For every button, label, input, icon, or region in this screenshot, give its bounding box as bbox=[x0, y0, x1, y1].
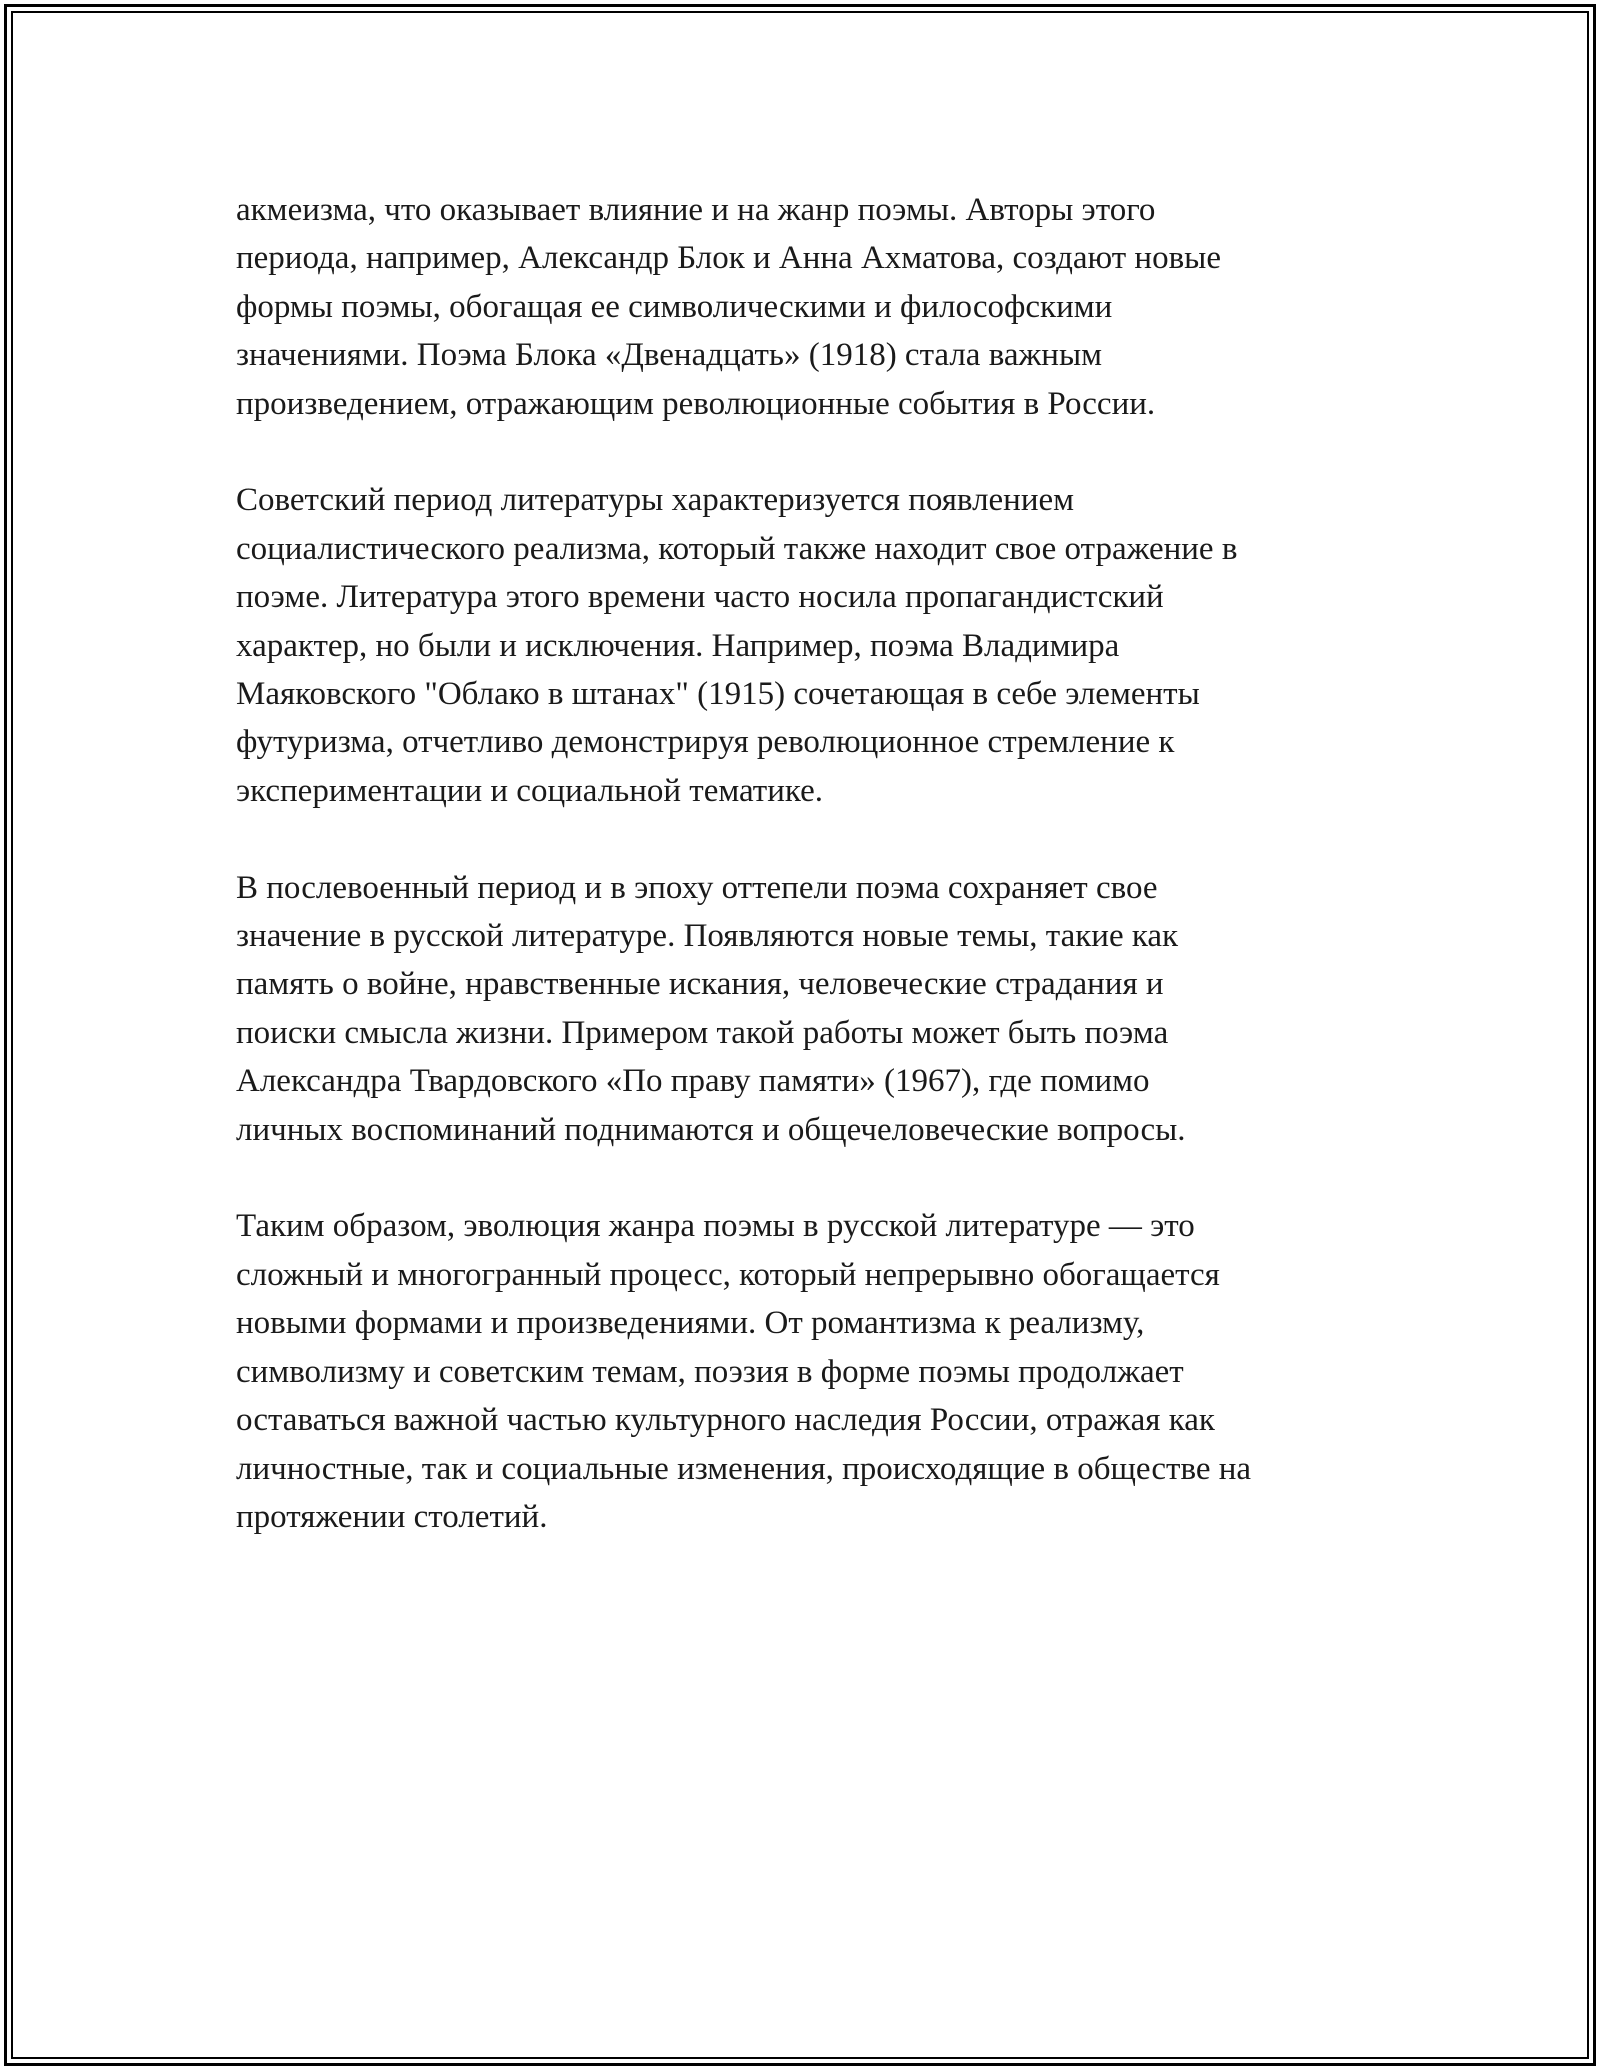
text-line: характер, но были и исключения. Например, поэма Владимира bbox=[236, 627, 1120, 664]
text-line: Таким образом, эволюция жанра поэмы в русской литературе — это bbox=[236, 1208, 1195, 1245]
text-line: память о войне, нравственные искания, человеческие страдания и bbox=[236, 966, 1164, 1003]
text-line: личностные, так и социальные изменения, происходящие в обществе на bbox=[236, 1450, 1252, 1487]
text-line: значение в русской литературе. Появляются новые темы, такие как bbox=[236, 918, 1179, 955]
text-line: оставаться важной частью культурного наследия России, отражая как bbox=[236, 1402, 1215, 1439]
text-line: формы поэмы, обогащая ее символическими и философскими bbox=[236, 288, 1113, 325]
text-line: футуризма, отчетливо демонстрируя революционное стремление к bbox=[236, 724, 1175, 761]
paragraph-postwar-thaw bbox=[236, 864, 1416, 1154]
document-body bbox=[236, 186, 1416, 1541]
text-line: экспериментации и социальной тематике. bbox=[236, 772, 823, 809]
text-line: сложный и многогранный процесс, который непрерывно обогащается bbox=[236, 1256, 1220, 1293]
text-line: новыми формами и произведениями. От романтизма к реализму, bbox=[236, 1305, 1145, 1342]
text-line: поиски смысла жизни. Примером такой работы может быть поэма bbox=[236, 1014, 1169, 1051]
text-line: значениями. Поэма Блока «Двенадцать» (1918) стала важным bbox=[236, 337, 1103, 374]
text-line: личных воспоминаний поднимаются и общечеловеческие вопросы. bbox=[236, 1111, 1186, 1148]
text-line: произведением, отражающим революционные события в России. bbox=[236, 385, 1156, 422]
text-line: Советский период литературы характеризуется появлением bbox=[236, 482, 1075, 519]
text-line: поэме. Литература этого времени часто носила пропагандистский bbox=[236, 579, 1164, 616]
paragraph-soviet-period bbox=[236, 476, 1416, 815]
text-line: социалистического реализма, который также находит свое отражение в bbox=[236, 530, 1238, 567]
text-line: В послевоенный период и в эпоху оттепели поэма сохраняет свое bbox=[236, 869, 1158, 906]
paragraph-acmeism bbox=[236, 186, 1416, 428]
text-line: акмеизма, что оказывает влияние и на жанр поэмы. Авторы этого bbox=[236, 192, 1156, 228]
text-line: Маяковского "Облако в штанах" (1915) сочетающая в себе элементы bbox=[236, 676, 1200, 713]
paragraph-conclusion bbox=[236, 1202, 1416, 1541]
text-line: Александра Твардовского «По праву памяти» (1967), где помимо bbox=[236, 1063, 1150, 1100]
text-line: протяжении столетий. bbox=[236, 1498, 548, 1535]
text-line: периода, например, Александр Блок и Анна Ахматова, создают новые bbox=[236, 240, 1221, 277]
text-line: символизму и советским темам, поэзия в форме поэмы продолжает bbox=[236, 1353, 1184, 1390]
